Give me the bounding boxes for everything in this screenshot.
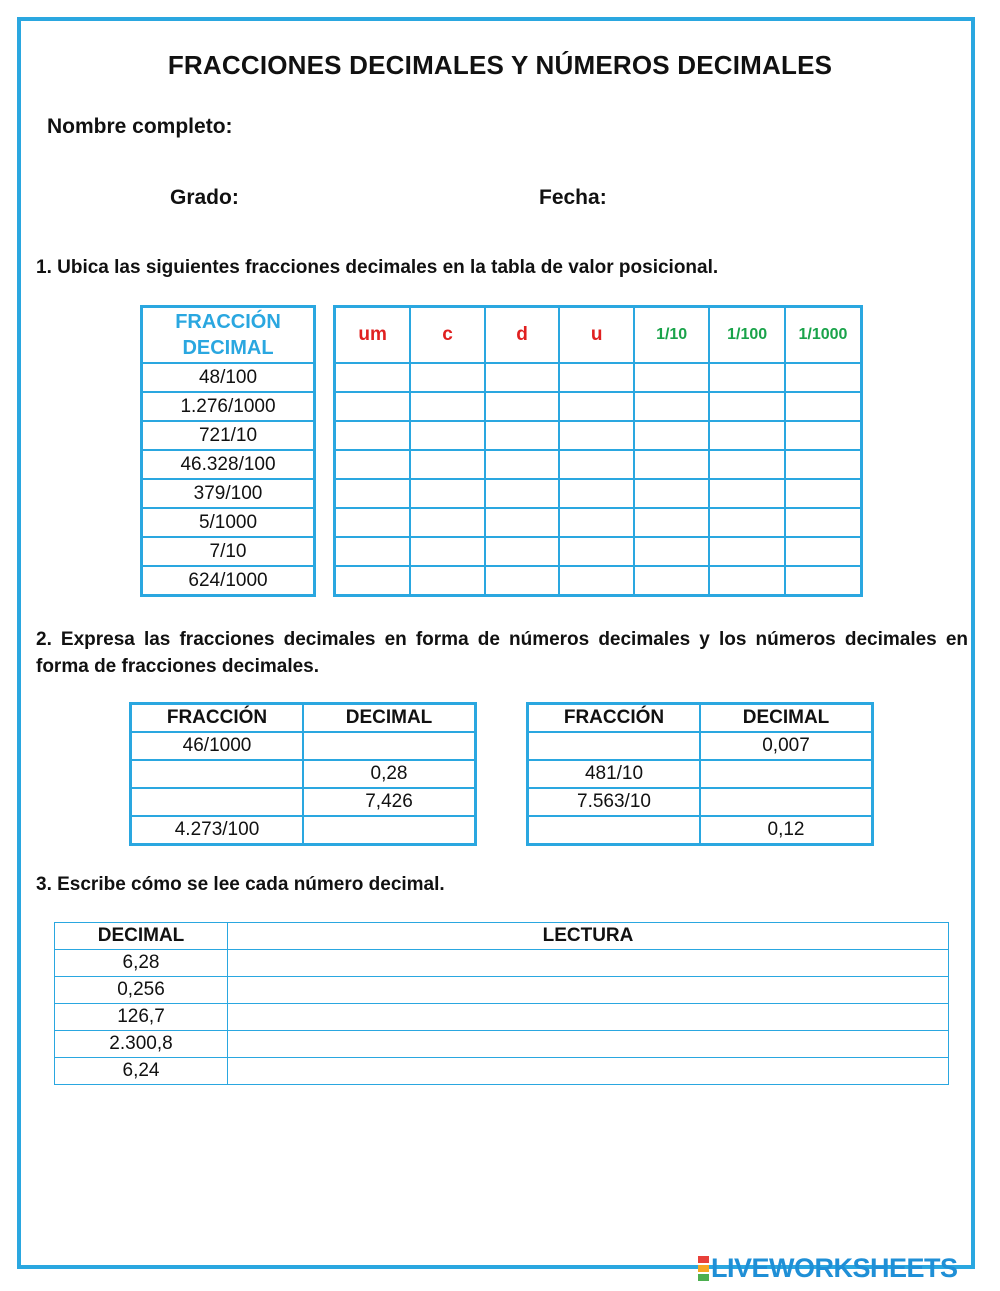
place-value-input[interactable] [634,508,709,537]
place-value-input[interactable] [634,450,709,479]
date-label: Fecha: [539,186,607,209]
place-value-input[interactable] [485,537,560,566]
place-header-thousandths: 1/1000 [785,307,862,364]
place-value-input[interactable] [709,508,785,537]
place-value-row [335,450,862,479]
place-value-input[interactable] [335,479,411,508]
place-value-input[interactable] [709,421,785,450]
place-header-u: u [559,307,634,364]
place-value-input[interactable] [709,479,785,508]
place-value-input[interactable] [709,450,785,479]
fraction-answer-input[interactable] [131,760,304,788]
decimal-cell: 6,24 [55,1058,228,1085]
place-value-input[interactable] [410,363,485,392]
logo-icon [698,1255,709,1282]
place-value-input[interactable] [559,363,634,392]
place-value-input[interactable] [634,363,709,392]
place-value-input[interactable] [485,363,560,392]
decimal-cell: 0,256 [55,977,228,1004]
decimal-answer-input[interactable] [700,760,873,788]
place-value-input[interactable] [785,392,862,421]
fraction-answer-input[interactable] [528,816,701,845]
place-value-table [333,305,863,597]
reading-answer-input[interactable] [228,1004,949,1031]
place-value-input[interactable] [335,566,411,596]
place-value-row [335,421,862,450]
place-value-input[interactable] [785,421,862,450]
place-value-input[interactable] [785,450,862,479]
place-value-input[interactable] [785,479,862,508]
place-value-input[interactable] [709,363,785,392]
decimal-header: DECIMAL [55,923,228,950]
place-value-input[interactable] [410,450,485,479]
place-value-input[interactable] [785,537,862,566]
decimal-cell: 0,007 [700,732,873,760]
page-title: FRACCIONES DECIMALES Y NÚMEROS DECIMALES [167,50,833,80]
fraction-cell: 5/1000 [142,508,315,537]
grade-label: Grado: [170,186,239,209]
place-header-tenths: 1/10 [634,307,709,364]
reading-answer-input[interactable] [228,977,949,1004]
place-value-input[interactable] [559,537,634,566]
fraction-decimal-header: FRACCIÓN DECIMAL [142,307,315,364]
place-value-row [335,508,862,537]
fraction-cell: 481/10 [528,760,701,788]
fraction-cell: 721/10 [142,421,315,450]
logo-stripe [698,1265,709,1272]
place-value-input[interactable] [559,566,634,596]
fraction-header: FRACCIÓN [131,704,304,733]
reading-header: LECTURA [228,923,949,950]
place-value-input[interactable] [634,421,709,450]
place-value-input[interactable] [559,421,634,450]
decimal-answer-input[interactable] [303,816,476,845]
reading-answer-input[interactable] [228,950,949,977]
place-value-input[interactable] [485,450,560,479]
decimal-answer-input[interactable] [700,788,873,816]
fraction-answer-input[interactable] [528,732,701,760]
place-value-input[interactable] [335,421,411,450]
place-value-input[interactable] [335,363,411,392]
fraction-cell: 1.276/1000 [142,392,315,421]
place-value-row [335,479,862,508]
decimal-cell: 0,28 [303,760,476,788]
fraction-list-table [140,305,316,597]
decimal-header: DECIMAL [303,704,476,733]
conversion-table-right [526,702,874,846]
question-2: 2. Expresa las fracciones decimales en forma de números decimales y los números decimales en forma de fracciones decimales. [36,629,968,677]
place-value-row [335,363,862,392]
place-value-input[interactable] [335,508,411,537]
place-value-input[interactable] [709,537,785,566]
fraction-cell: 7.563/10 [528,788,701,816]
fraction-cell: 48/100 [142,363,315,392]
liveworksheets-logo [698,1253,958,1284]
fraction-cell: 7/10 [142,537,315,566]
logo-stripe [698,1274,709,1281]
reading-answer-input[interactable] [228,1058,949,1085]
place-value-row [335,392,862,421]
logo-text: LIVEWORKSHEETS [711,1253,958,1283]
logo-stripe [698,1256,709,1263]
fraction-cell: 379/100 [142,479,315,508]
place-value-row [335,537,862,566]
place-value-input[interactable] [335,392,411,421]
place-value-input[interactable] [634,392,709,421]
place-header-d: d [485,307,560,364]
decimal-cell: 126,7 [55,1004,228,1031]
fraction-cell: 46.328/100 [142,450,315,479]
decimal-cell: 7,426 [303,788,476,816]
decimal-header: DECIMAL [700,704,873,733]
decimal-cell: 0,12 [700,816,873,845]
place-value-input[interactable] [410,479,485,508]
place-value-input[interactable] [410,508,485,537]
place-value-input[interactable] [410,421,485,450]
place-value-input[interactable] [634,479,709,508]
place-value-input[interactable] [485,392,560,421]
place-value-input[interactable] [785,566,862,596]
place-value-input[interactable] [485,566,560,596]
place-value-input[interactable] [335,537,411,566]
place-value-input[interactable] [634,566,709,596]
question-1: 1. Ubica las siguientes fracciones decimales en la tabla de valor posicional. [36,257,719,278]
fraction-header: FRACCIÓN [528,704,701,733]
place-value-input[interactable] [559,450,634,479]
place-value-input[interactable] [485,479,560,508]
place-value-input[interactable] [410,392,485,421]
fraction-cell: 624/1000 [142,566,315,596]
place-value-input[interactable] [559,508,634,537]
decimal-answer-input[interactable] [303,732,476,760]
place-value-input[interactable] [485,508,560,537]
reading-answer-input[interactable] [228,1031,949,1058]
place-value-input[interactable] [785,363,862,392]
place-value-input[interactable] [709,392,785,421]
place-value-input[interactable] [634,537,709,566]
place-value-row [335,566,862,596]
place-value-input[interactable] [559,392,634,421]
place-value-input[interactable] [410,537,485,566]
place-value-input[interactable] [485,421,560,450]
place-header-c: c [410,307,485,364]
place-header-hundredths: 1/100 [709,307,785,364]
fraction-cell: 4.273/100 [131,816,304,845]
place-value-input[interactable] [410,566,485,596]
conversion-table-left [129,702,477,846]
place-value-input[interactable] [709,566,785,596]
reading-table [54,922,949,1085]
fraction-answer-input[interactable] [131,788,304,816]
place-header-um: um [335,307,411,364]
place-value-input[interactable] [559,479,634,508]
fraction-cell: 46/1000 [131,732,304,760]
decimal-cell: 2.300,8 [55,1031,228,1058]
place-value-input[interactable] [785,508,862,537]
decimal-cell: 6,28 [55,950,228,977]
question-3: 3. Escribe cómo se lee cada número decimal. [36,874,445,895]
name-label: Nombre completo: [47,115,233,138]
place-value-input[interactable] [335,450,411,479]
